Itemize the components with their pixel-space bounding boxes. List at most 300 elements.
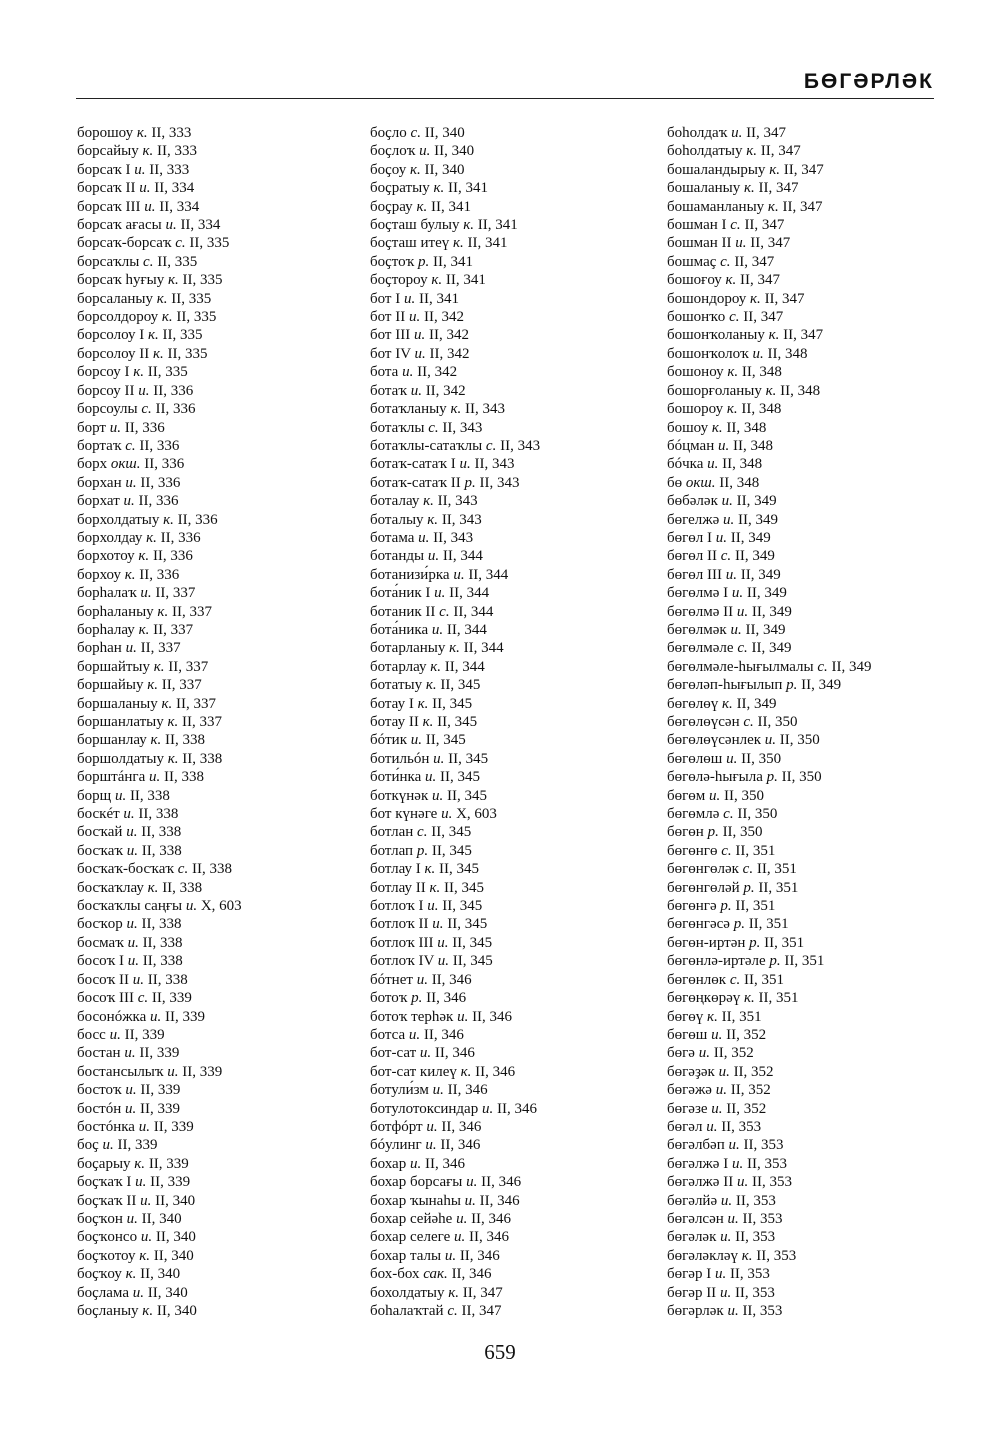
- entry-word: борһалау: [77, 621, 135, 638]
- entry-part-of-speech: к.: [163, 511, 174, 528]
- entry-word: босоҡ II: [77, 971, 130, 988]
- entry-reference: II, 348: [767, 345, 808, 362]
- entry-part-of-speech: с.: [723, 806, 734, 823]
- entry-part-of-speech: и.: [714, 1266, 727, 1283]
- entry-reference: II, 336: [139, 566, 180, 583]
- index-entry: [370, 566, 540, 584]
- entry-reference: II, 350: [724, 787, 765, 804]
- index-entry: [667, 658, 872, 676]
- entry-word: борхолдатыу: [77, 511, 160, 528]
- entry-word: борсаланыу: [77, 290, 154, 307]
- entry-part-of-speech: и.: [437, 934, 449, 951]
- entry-reference: II, 346: [459, 1247, 500, 1264]
- entry-reference: II, 344: [453, 603, 494, 620]
- entry-part-of-speech: и.: [731, 125, 743, 141]
- entry-part-of-speech: с.: [417, 824, 428, 841]
- entry-reference: II, 336: [140, 474, 181, 491]
- entry-part-of-speech: к.: [744, 990, 755, 1007]
- entry-word: бот II: [370, 309, 406, 326]
- entry-reference: II, 341: [447, 180, 488, 197]
- index-entry: [370, 1044, 540, 1062]
- entry-word: борхат: [77, 493, 120, 510]
- entry-reference: II, 343: [464, 401, 505, 418]
- entry-part-of-speech: к.: [153, 345, 164, 362]
- index-entry: [77, 290, 242, 308]
- entry-part-of-speech: и.: [408, 309, 421, 326]
- entry-word: бөгөлөү: [667, 695, 719, 712]
- entry-reference: II, 339: [165, 1008, 206, 1025]
- entry-reference: II, 345: [439, 861, 480, 878]
- entry-part-of-speech: р.: [416, 842, 429, 859]
- entry-part-of-speech: к.: [750, 290, 761, 307]
- entry-word: боҫҡаҡ I: [77, 1174, 132, 1191]
- entry-word: бөгөм: [667, 787, 706, 804]
- entry-part-of-speech: и.: [432, 916, 444, 933]
- index-entry: [77, 639, 242, 657]
- entry-reference: II, 335: [176, 309, 217, 326]
- entry-part-of-speech: к.: [409, 161, 421, 178]
- entry-part-of-speech: к.: [167, 750, 179, 767]
- entry-word: борштáнга: [77, 769, 146, 786]
- entry-word: боталау: [370, 493, 420, 510]
- entry-reference: II, 337: [182, 714, 223, 730]
- entry-part-of-speech: окш.: [685, 474, 716, 491]
- entry-part-of-speech: и.: [132, 971, 145, 988]
- entry-reference: II, 339: [117, 1137, 158, 1154]
- entry-part-of-speech: с.: [720, 548, 732, 565]
- entry-word: бостóн: [77, 1100, 122, 1117]
- index-entry: [667, 216, 872, 234]
- entry-word: бөгөнгөләй: [667, 879, 740, 896]
- entry-word: бөгөнгө: [667, 842, 718, 859]
- index-entry: [77, 271, 242, 289]
- entry-part-of-speech: к.: [765, 382, 777, 399]
- index-entry: [370, 437, 540, 455]
- index-entry: [77, 1155, 242, 1173]
- index-entry: [370, 658, 540, 676]
- entry-part-of-speech: к.: [134, 1155, 146, 1172]
- entry-part-of-speech: и.: [459, 456, 471, 473]
- entry-part-of-speech: к.: [136, 125, 148, 141]
- index-entry: [370, 897, 540, 915]
- entry-part-of-speech: и.: [453, 1229, 466, 1246]
- entry-reference: II, 346: [471, 1210, 512, 1227]
- entry-word: боршанлау: [77, 732, 147, 749]
- index-entry: [370, 1063, 540, 1081]
- entry-word: боршолдатыу: [77, 750, 165, 767]
- entry-part-of-speech: и.: [727, 1303, 739, 1319]
- index-entry: [370, 179, 540, 197]
- entry-reference: X, 603: [200, 898, 242, 915]
- index-entry: [77, 198, 242, 216]
- entry-reference: II, 350: [722, 824, 763, 841]
- index-entry: [370, 934, 540, 952]
- entry-word: бөгәр I: [667, 1266, 712, 1283]
- entry-reference: II, 352: [730, 1082, 771, 1099]
- index-entry: [77, 1026, 242, 1044]
- entry-reference: II, 343: [437, 493, 478, 510]
- entry-reference: II, 345: [431, 824, 472, 841]
- entry-part-of-speech: к.: [452, 235, 464, 252]
- index-entry: [77, 253, 242, 271]
- entry-part-of-speech: и.: [125, 1082, 137, 1099]
- index-entry: [77, 382, 242, 400]
- entry-reference: II, 344: [444, 658, 485, 675]
- entry-word: бө: [667, 474, 683, 491]
- index-entry: [667, 400, 872, 418]
- index-entry: [77, 805, 242, 823]
- entry-reference: II, 344: [442, 548, 483, 565]
- index-entry: [370, 1228, 540, 1246]
- index-entry: [370, 234, 540, 252]
- entry-reference: II, 345: [425, 732, 466, 749]
- index-entry: [77, 584, 242, 602]
- entry-part-of-speech: и.: [139, 180, 151, 197]
- entry-part-of-speech: и.: [444, 1247, 457, 1264]
- entry-part-of-speech: и.: [425, 769, 437, 786]
- entry-word: босҡаҡлау: [77, 879, 144, 896]
- index-entry: [667, 1247, 872, 1265]
- entry-part-of-speech: и.: [134, 161, 146, 178]
- entry-word: ботанизи́рка: [370, 566, 450, 583]
- index-column-2: [370, 124, 540, 1320]
- entry-part-of-speech: р.: [786, 677, 798, 694]
- entry-part-of-speech: и.: [457, 1008, 469, 1025]
- entry-part-of-speech: и.: [731, 585, 744, 602]
- entry-word: борт: [77, 419, 106, 436]
- index-entry: [370, 584, 540, 602]
- index-entry: [667, 1136, 872, 1154]
- entry-reference: II, 347: [743, 309, 784, 326]
- index-entry: [77, 1100, 242, 1118]
- index-entry: [667, 897, 872, 915]
- entry-part-of-speech: к.: [125, 1266, 137, 1283]
- entry-reference: II, 346: [475, 1063, 516, 1080]
- index-entry: [370, 860, 540, 878]
- entry-part-of-speech: и.: [425, 1137, 437, 1154]
- entry-part-of-speech: и.: [125, 474, 137, 491]
- entry-word: борошоу: [77, 125, 134, 141]
- index-entry: [667, 805, 872, 823]
- entry-reference: II, 349: [740, 566, 781, 583]
- index-entry: [77, 621, 242, 639]
- entry-word: ботса: [370, 1026, 406, 1043]
- index-entry: [370, 1100, 540, 1118]
- index-entry: [667, 1118, 872, 1136]
- entry-part-of-speech: к.: [161, 695, 173, 712]
- index-entry: [370, 1247, 540, 1265]
- index-column-3: [667, 124, 872, 1320]
- index-entry: [77, 529, 242, 547]
- entry-part-of-speech: и.: [727, 1210, 739, 1227]
- index-entry: [667, 934, 872, 952]
- index-entry: [77, 603, 242, 621]
- index-entry: [667, 879, 872, 897]
- entry-word: бот IV: [370, 345, 411, 362]
- index-entry: [370, 1136, 540, 1154]
- entry-part-of-speech: к.: [429, 879, 441, 896]
- entry-word: бошман I: [667, 217, 727, 234]
- entry-word: бөгөл I: [667, 529, 713, 546]
- index-entry: [667, 1173, 872, 1191]
- entry-part-of-speech: к.: [449, 640, 460, 657]
- entry-reference: II, 337: [168, 658, 209, 675]
- entry-word: бөгәрләк: [667, 1303, 724, 1319]
- entry-reference: II, 346: [451, 1266, 492, 1283]
- index-entry: [370, 492, 540, 510]
- entry-reference: II, 347: [783, 161, 824, 178]
- entry-reference: II, 353: [729, 1266, 770, 1283]
- entry-word: бох-бох: [370, 1266, 420, 1283]
- entry-part-of-speech: к.: [767, 198, 779, 215]
- entry-reference: II, 345: [442, 898, 483, 915]
- entry-word: бохар талы: [370, 1247, 442, 1264]
- entry-word: боҫарыу: [77, 1155, 131, 1172]
- entry-part-of-speech: и.: [125, 1100, 137, 1117]
- entry-reference: II, 347: [782, 198, 823, 215]
- entry-word: бөгөнгөләк: [667, 861, 739, 878]
- entry-word: бохар борсағы: [370, 1174, 463, 1191]
- index-entry: [667, 474, 872, 492]
- entry-word: бостан: [77, 1045, 121, 1062]
- entry-reference: II, 352: [713, 1045, 754, 1062]
- entry-reference: II, 336: [138, 493, 179, 510]
- entry-part-of-speech: и.: [426, 1118, 438, 1135]
- entry-reference: II, 347: [461, 1303, 502, 1319]
- entry-part-of-speech: и.: [419, 1045, 432, 1062]
- entry-word: бөгөлмәк: [667, 621, 727, 638]
- entry-word: бөгөләп-һығылып: [667, 677, 783, 694]
- entry-reference: II, 339: [140, 1100, 180, 1117]
- entry-part-of-speech: и.: [109, 419, 121, 436]
- entry-part-of-speech: к.: [722, 695, 733, 712]
- index-entry: [667, 1265, 872, 1283]
- index-entry: [667, 915, 872, 933]
- entry-part-of-speech: и.: [127, 934, 139, 951]
- index-entry: [667, 1044, 872, 1062]
- entry-word: босоҡ III: [77, 990, 134, 1007]
- entry-reference: II, 338: [141, 842, 182, 859]
- entry-reference: II, 345: [447, 916, 488, 933]
- entry-part-of-speech: к.: [153, 658, 165, 675]
- index-entry: [370, 842, 540, 860]
- entry-word: ботау II: [370, 714, 419, 730]
- entry-reference: II, 340: [424, 125, 465, 141]
- index-entry: [667, 547, 872, 565]
- entry-part-of-speech: и.: [114, 787, 127, 804]
- entry-word: борсоу I: [77, 364, 130, 381]
- entry-word: ботаҡ-сатаҡ I: [370, 456, 456, 473]
- index-entry: [667, 529, 872, 547]
- entry-word: бошонҡо: [667, 309, 726, 326]
- entry-part-of-speech: к.: [147, 677, 158, 694]
- entry-word: бөгәлжә II: [667, 1174, 734, 1191]
- entry-part-of-speech: и.: [725, 566, 738, 583]
- index-entry: [77, 179, 242, 197]
- index-entry: [667, 713, 872, 731]
- entry-reference: II, 336: [124, 419, 165, 436]
- entry-reference: II, 349: [831, 658, 872, 675]
- entry-word: бөгәжә: [667, 1082, 712, 1099]
- index-entry: [77, 823, 242, 841]
- entry-part-of-speech: и.: [124, 1045, 136, 1062]
- entry-reference: II, 346: [447, 1082, 488, 1099]
- entry-part-of-speech: и.: [441, 806, 453, 823]
- entry-part-of-speech: к.: [148, 327, 159, 344]
- entry-reference: II, 338: [141, 824, 182, 841]
- index-entry: [667, 1155, 872, 1173]
- entry-reference: II, 336: [177, 511, 218, 528]
- entry-reference: II, 347: [740, 272, 781, 289]
- entry-reference: II, 345: [452, 953, 493, 970]
- entry-part-of-speech: с.: [447, 1303, 458, 1319]
- entry-part-of-speech: и.: [431, 621, 444, 638]
- entry-word: борһаланыу: [77, 603, 154, 620]
- entry-reference: II, 343: [433, 529, 474, 546]
- index-entry: [667, 842, 872, 860]
- entry-reference: II, 346: [481, 1174, 522, 1191]
- entry-part-of-speech: и.: [707, 456, 719, 473]
- entry-reference: II, 352: [726, 1100, 767, 1117]
- entry-reference: II, 351: [784, 953, 825, 970]
- index-entry: [370, 326, 540, 344]
- entry-word: ботлау I: [370, 861, 421, 878]
- index-entry: [370, 989, 540, 1007]
- entry-word: бóулинг: [370, 1137, 422, 1154]
- entry-reference: II, 347: [746, 125, 787, 141]
- entry-word: ботлап: [370, 842, 414, 859]
- entry-reference: II, 338: [138, 806, 179, 823]
- entry-part-of-speech: р.: [411, 990, 423, 1007]
- index-entry: [370, 308, 540, 326]
- page-number: 659: [484, 1340, 516, 1364]
- entry-part-of-speech: с.: [720, 253, 731, 270]
- index-entry: [667, 584, 872, 602]
- entry-part-of-speech: и.: [126, 824, 138, 841]
- entry-reference: II, 348: [741, 401, 782, 418]
- index-entry: [667, 271, 872, 289]
- entry-part-of-speech: к.: [450, 401, 462, 418]
- index-entry: [77, 566, 242, 584]
- entry-word: бөгөлөш: [667, 750, 723, 767]
- entry-word: боршайтыу: [77, 658, 151, 675]
- entry-part-of-speech: к.: [416, 198, 428, 215]
- index-entry: [370, 971, 540, 989]
- entry-part-of-speech: и.: [752, 345, 764, 362]
- entry-word: бөгәзе: [667, 1100, 708, 1117]
- entry-reference: II, 349: [745, 621, 786, 638]
- entry-part-of-speech: и.: [718, 1063, 730, 1080]
- entry-part-of-speech: к.: [431, 272, 443, 289]
- entry-word: борхан: [77, 474, 122, 491]
- entry-part-of-speech: к.: [430, 658, 442, 675]
- entry-part-of-speech: и.: [126, 1210, 138, 1227]
- entry-part-of-speech: и.: [126, 916, 138, 933]
- entry-part-of-speech: и.: [736, 1174, 749, 1191]
- index-entry: [370, 1210, 540, 1228]
- entry-word: ботлоҡ III: [370, 934, 434, 951]
- entry-reference: II, 349: [730, 529, 771, 546]
- entry-reference: II, 350: [737, 806, 778, 823]
- index-entry: [667, 603, 872, 621]
- entry-part-of-speech: и.: [409, 1155, 422, 1172]
- entry-word: борсоу II: [77, 382, 135, 399]
- entry-word: ботама: [370, 529, 415, 546]
- entry-reference: II, 343: [500, 437, 541, 454]
- entry-reference: II, 347: [758, 180, 799, 197]
- entry-part-of-speech: и.: [764, 732, 777, 749]
- entry-word: бошонҡоланыу: [667, 327, 765, 344]
- entry-part-of-speech: с.: [137, 990, 149, 1007]
- entry-part-of-speech: и.: [148, 769, 161, 786]
- index-entry: [370, 823, 540, 841]
- entry-part-of-speech: с.: [730, 217, 741, 234]
- entry-word: босҡаҡлы саңғы: [77, 898, 183, 915]
- index-entry: [667, 989, 872, 1007]
- entry-part-of-speech: к.: [427, 511, 439, 528]
- entry-word: бохар: [370, 1155, 407, 1172]
- index-entry: [667, 161, 872, 179]
- entry-reference: II, 348: [722, 456, 763, 473]
- entry-reference: II, 341: [467, 235, 508, 252]
- entry-word: босҡор: [77, 916, 123, 933]
- entry-word: бөгәҙәк: [667, 1063, 715, 1080]
- entry-reference: II, 345: [440, 677, 481, 694]
- entry-reference: II, 343: [442, 419, 483, 436]
- index-entry: [77, 437, 242, 455]
- entry-word: ботулотоксиндар: [370, 1100, 479, 1117]
- index-entry: [667, 1100, 872, 1118]
- entry-reference: II, 342: [428, 327, 469, 344]
- index-entry: [77, 1302, 242, 1320]
- entry-word: бөгөл III: [667, 566, 723, 583]
- entry-part-of-speech: и.: [736, 603, 749, 620]
- entry-word: боҫҡотоу: [77, 1247, 136, 1264]
- entry-reference: II, 340: [424, 161, 465, 178]
- entry-reference: II, 339: [140, 1082, 181, 1099]
- entry-reference: II, 351: [758, 879, 799, 896]
- index-entry: [77, 879, 242, 897]
- entry-part-of-speech: к.: [726, 401, 738, 418]
- entry-word: ботоҡ терһәк: [370, 1008, 454, 1025]
- index-entry: [77, 787, 242, 805]
- entry-part-of-speech: и.: [464, 1192, 476, 1209]
- entry-word: бөгөнгәсә: [667, 916, 730, 933]
- entry-part-of-speech: и.: [715, 529, 728, 546]
- entry-word: борсаҡ-борсаҡ: [77, 235, 172, 252]
- entry-part-of-speech: с.: [721, 842, 732, 859]
- entry-word: борсаҡ III: [77, 198, 141, 215]
- entry-word: ботлан: [370, 824, 414, 841]
- entry-word: ботаҡланыу: [370, 401, 447, 418]
- index-entry: [667, 455, 872, 473]
- entry-word: боршаланыу: [77, 695, 158, 712]
- entry-part-of-speech: и.: [427, 898, 439, 915]
- entry-part-of-speech: с.: [177, 861, 189, 878]
- entry-part-of-speech: к.: [167, 714, 179, 730]
- index-entry: [370, 1173, 540, 1191]
- entry-reference: II, 335: [157, 253, 198, 270]
- entry-word: босмаҡ: [77, 934, 124, 951]
- entry-reference: II, 346: [431, 971, 472, 988]
- entry-part-of-speech: к.: [743, 180, 755, 197]
- index-entry: [667, 621, 872, 639]
- index-entry: [370, 290, 540, 308]
- entry-word: бота́ника: [370, 621, 429, 638]
- entry-part-of-speech: и.: [711, 1100, 723, 1117]
- entry-word: бошаланыу: [667, 180, 741, 197]
- entry-reference: II, 351: [744, 971, 785, 988]
